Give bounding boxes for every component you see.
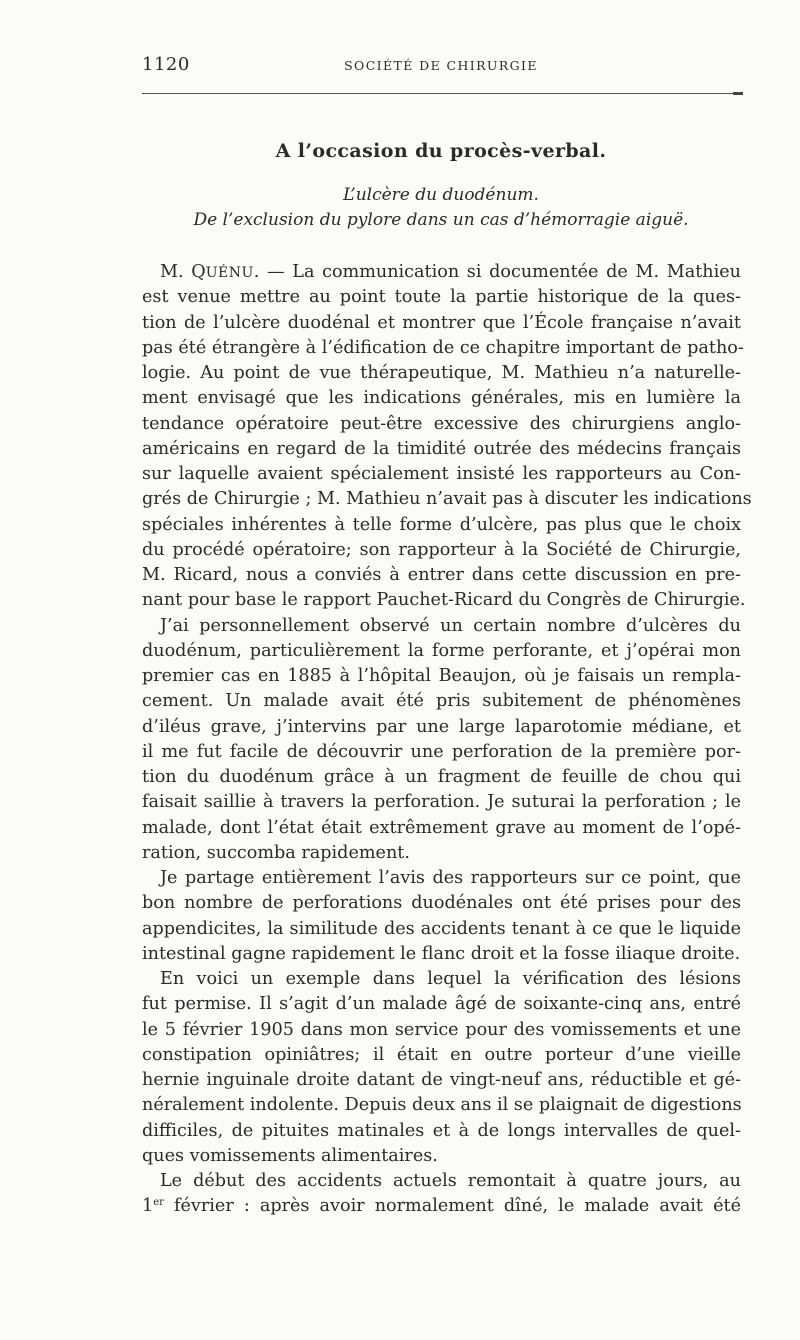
text-line: spéciales inhérentes à telle forme d’ulcère, pas plus que le choix: [142, 514, 741, 535]
text-line: appendicites, la similitude des accidents tenant à ce que le liquide: [142, 918, 741, 939]
article-subtitle-2: De l’exclusion du pylore dans un cas d’hémorragie aiguë.: [193, 210, 689, 230]
text-line: le 5 février 1905 dans mon service pour des vomissements et une: [142, 1019, 741, 1040]
text-line: pas été étrangère à l’édification de ce chapitre important de patho-: [142, 337, 744, 358]
page-header: [142, 54, 740, 78]
text-line: il me fut facile de découvrir une perforation de la première por-: [142, 741, 741, 762]
text-line: premier cas en 1885 à l’hôpital Beaujon, où je faisais un rempla-: [142, 666, 741, 686]
article-title: A l’occasion du procès-verbal.: [275, 140, 607, 162]
speaker-name: UÉNU: [205, 265, 254, 281]
running-head: SOCIÉTÉ DE CHIRURGIE: [344, 58, 538, 73]
text-line: Je partage entièrement l’avis des rapporteurs sur ce point, que: [160, 868, 741, 888]
text-line: fut permise. Il s’agit d’un malade âgé de soixante-cinq ans, entré: [142, 994, 741, 1015]
text-line: ques vomissements alimentaires.: [142, 1145, 438, 1166]
page-number: 1120: [142, 54, 190, 75]
text-line: Le début des accidents actuels remontait à quatre jours, au: [160, 1171, 741, 1191]
article-subtitle-1: L’ulcère du duodénum.: [343, 185, 539, 205]
text-line: du procédé opératoire; son rapporteur à la Société de Chirurgie,: [142, 539, 741, 560]
text-line: ration, succomba rapidement.: [142, 842, 410, 863]
text-line: M. Ricard, nous a conviés à entrer dans cette discussion en pre-: [142, 565, 741, 585]
text-line: En voici un exemple dans lequel la vérification des lésions: [160, 969, 741, 989]
speaker-line: [142, 260, 741, 285]
text-line: malade, dont l’état était extrêmement grave au moment de l’opé-: [142, 817, 741, 838]
text-line: intestinal gagne rapidement le flanc droit et la fosse iliaque droite.: [142, 943, 741, 964]
date-number: 1: [142, 1196, 154, 1217]
text-line: nant pour base le rapport Pauchet-Ricard du Congrès de Chirurgie.: [142, 590, 746, 611]
text-line: est venue mettre au point toute la partie historique de la ques-: [142, 287, 741, 308]
header-rule: [142, 93, 739, 94]
text-line: sur laquelle avaient spécialement insisté les rapporteurs au Con-: [142, 464, 741, 484]
text-line: ment envisagé que les indications générales, mis en lumière la: [142, 388, 741, 409]
text-line: d’iléus grave, j’intervins par une large laparotomie médiane, et: [142, 716, 741, 737]
text-line: faisait saillie à travers la perforation. Je suturai la perforation ; le: [142, 792, 741, 813]
speaker-prefix: M. Q: [160, 262, 206, 282]
text-line: hernie inguinale droite datant de vingt-neuf ans, réductible et gé-: [142, 1070, 741, 1090]
text-line: tion de l’ulcère duodénal et montrer que l’École française n’avait: [142, 312, 741, 333]
text-line: duodénum, particulièrement la forme perforante, et j’opérai mon: [142, 640, 741, 661]
speaker-text: . — La communication si documentée de M. Mathieu: [253, 262, 741, 282]
text-line: logie. Au point de vue thérapeutique, M. Mathieu n’a naturelle-: [142, 363, 741, 383]
text-line: bon nombre de perforations duodénales ont été prises pour des: [142, 893, 741, 914]
text-line: constipation opiniâtres; il était en outre porteur d’une vieille: [142, 1044, 741, 1065]
text-line: américains en regard de la timidité outrée des médecins français: [142, 438, 741, 459]
text-line: grés de Chirurgie ; M. Mathieu n’avait pas à discuter les indications: [142, 489, 752, 510]
text-line-last: [142, 1194, 741, 1219]
text-line: difficiles, de pituites matinales et à de longs intervalles de quel-: [142, 1120, 741, 1141]
ordinal-superscript: er: [153, 1197, 164, 1209]
text-line: tion du duodénum grâce à un fragment de feuille de chou qui: [142, 767, 741, 787]
last-line-text: février : après avoir normalement dîné, le malade avait été: [163, 1196, 741, 1217]
body-text: [142, 260, 752, 1220]
text-line: néralement indolente. Depuis deux ans il se plaignait de digestions: [142, 1095, 742, 1116]
text-line: tendance opératoire peut-être excessive des chirurgiens anglo-: [142, 413, 741, 434]
text-line: cement. Un malade avait été pris subitement de phénomènes: [142, 691, 741, 712]
text-line: J’ai personnellement observé un certain nombre d’ulcères du: [160, 615, 741, 636]
